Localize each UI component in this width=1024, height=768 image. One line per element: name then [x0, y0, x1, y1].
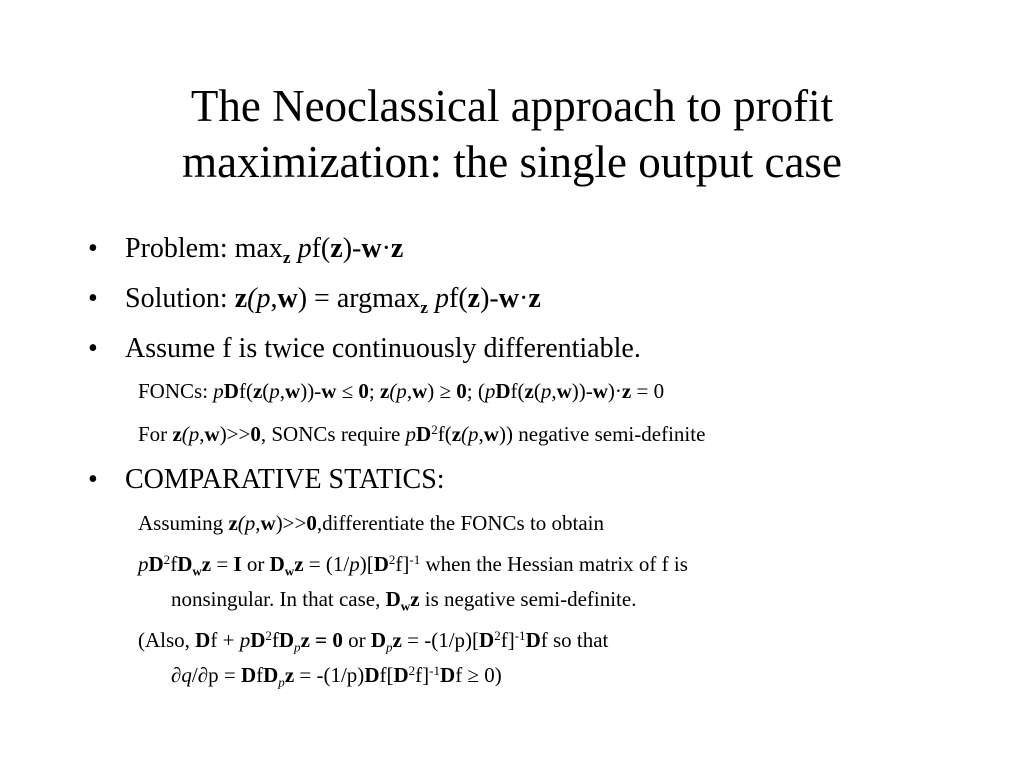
bullet-dot: •: [88, 283, 98, 314]
for-label: For: [138, 422, 173, 446]
also-label: (Also,: [138, 628, 196, 652]
nonsingular-text: nonsingular. In that case,: [171, 587, 386, 611]
soncs-line: For z(p,w)>>0, SONCs require $pD^2f(z(p,w))$ negative semi-definite: [138, 421, 706, 446]
final-tail: f ≥ 0): [455, 663, 502, 687]
problem-label: Problem: max: [125, 233, 283, 264]
title-line-1: The Neoclassical approach to profit: [190, 81, 834, 131]
nonsingular-line: nonsingular. In that case, $D_wz$ is negative semi-definite.: [171, 587, 637, 614]
also-line: (Also, $Df + pD^2fD_pz = 0$ or $D_pz = -(1/p)[D^2f]^{-1}Df$ so that: [138, 627, 609, 655]
foncs-label: FONCs:: [138, 379, 214, 403]
assuming-tail: ,differentiate the FONCs to obtain: [316, 511, 605, 535]
sonc-tail: ) negative semi-definite: [505, 422, 706, 446]
sonc-text: , SONCs require: [260, 422, 406, 446]
so-that: so that: [547, 628, 609, 652]
assuming-label: Assuming: [138, 511, 229, 535]
partial-line: $\partial q/\partial p = DfD_pz = -(1/p)Df[D^2f]^{-1}Df \ge 0$): [171, 662, 502, 690]
bullet-dot: •: [88, 233, 98, 264]
bullet-dot: •: [88, 333, 98, 364]
bullet-solution: • Solution: z(p,w) = argmax$_z$ pf(z)-w·z: [88, 283, 541, 318]
assuming-line: Assuming z(p,w)>>0,differentiate the FONCs to obtain: [138, 511, 605, 535]
bullet-assume: [88, 332, 641, 366]
bullet-dot: •: [88, 464, 98, 495]
hessian-tail: when the Hessian matrix of f is: [420, 552, 688, 576]
bullet-comparative-statics: [88, 463, 445, 497]
bullet-problem: • Problem: $\max_z pf(z)-w\cdot z$: [88, 233, 404, 268]
assume-text: Assume f is twice continuously differentiable.: [125, 333, 641, 364]
comparative-statics-heading: COMPARATIVE STATICS:: [125, 464, 445, 495]
nonsingular-tail: is negative semi-definite.: [419, 587, 637, 611]
slide-title: [62, 78, 962, 190]
solution-label: Solution:: [125, 283, 235, 314]
hessian-line: $pD^2fD_wz = I$ or $D_wz = (1/p)[D^2f]^{-1}$ when the Hessian matrix of f is: [138, 551, 688, 579]
foncs-line: FONCs: pDf(z(p,w))-w ≤ 0; z(p,w) ≥ 0; (pDf(z(p,w))-w)·z = 0: [138, 379, 665, 403]
title-line-2: maximization: the single output case: [182, 137, 842, 187]
